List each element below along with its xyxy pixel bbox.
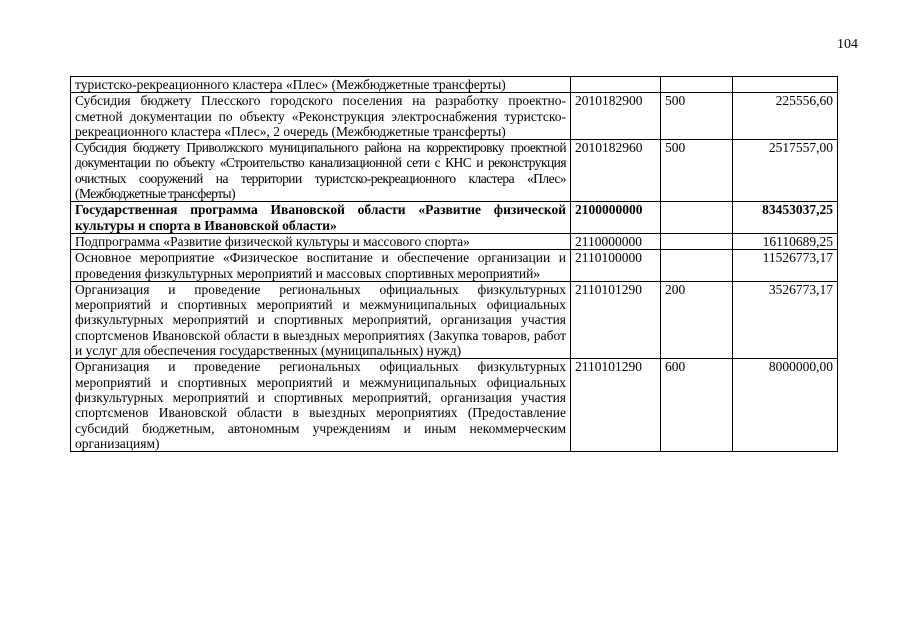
table-row: [71, 77, 838, 93]
row-code: 2110000000: [571, 233, 661, 249]
row-expense-type: [661, 77, 733, 93]
row-name: Субсидия бюджету Приволжского муниципального района на корректировку проектной документации по объекту «Строительство канализационной сети с КНС и реконструкция очистных сооружений на территории туристско-рекреационного кластера «Плес» (Межбюджетные трансферты): [71, 140, 571, 202]
row-sum: 3526773,17: [733, 281, 838, 358]
table-row: [71, 140, 838, 202]
row-expense-type: [661, 202, 733, 234]
row-code: [571, 77, 661, 93]
row-code: 2010182960: [571, 140, 661, 202]
row-expense-type: 500: [661, 93, 733, 140]
row-sum: 2517557,00: [733, 140, 838, 202]
row-name: Подпрограмма «Развитие физической культуры и массового спорта»: [71, 233, 571, 249]
row-name: Основное мероприятие «Физическое воспитание и обеспечение организации и проведения физкультурных мероприятий и массовых спортивных мероприятий»: [71, 250, 571, 282]
row-expense-type: 200: [661, 281, 733, 358]
row-name: туристско-рекреационного кластера «Плес» (Межбюджетные трансферты): [71, 77, 571, 93]
row-expense-type: 500: [661, 140, 733, 202]
budget-table: [70, 76, 838, 452]
row-code: 2010182900: [571, 93, 661, 140]
row-sum: 83453037,25: [733, 202, 838, 234]
row-code: 2110101290: [571, 359, 661, 452]
table-row: [71, 233, 838, 249]
row-sum: 8000000,00: [733, 359, 838, 452]
row-expense-type: [661, 250, 733, 282]
row-code: 2110100000: [571, 250, 661, 282]
row-sum: 16110689,25: [733, 233, 838, 249]
row-name: Организация и проведение региональных официальных физкультурных мероприятий и спортивных мероприятий и межмуниципальных официальных физкультурных мероприятий и спортивных мероприятий, организация участия спортсменов Ивановской области в выездных мероприятиях (Предоставление субсидий бюджетным, автономным учреждениям и иным некоммерческим организациям): [71, 359, 571, 452]
row-name: Субсидия бюджету Плесского городского поселения на разработку проектно-сметной документации по объекту «Реконструкция электроснабжения туристско-рекреационного кластера «Плес», 2 очередь (Межбюджетные трансферты): [71, 93, 571, 140]
row-name: Организация и проведение региональных официальных физкультурных мероприятий и спортивных мероприятий и межмуниципальных официальных физкультурных мероприятий и спортивных мероприятий, организация участия спортсменов Ивановской области в выездных мероприятиях (Закупка товаров, работ и услуг для обеспечения государственных (муниципальных) нужд): [71, 281, 571, 358]
row-sum: 225556,60: [733, 93, 838, 140]
table-row: [71, 359, 838, 452]
row-expense-type: 600: [661, 359, 733, 452]
row-sum: 11526773,17: [733, 250, 838, 282]
row-code: 2100000000: [571, 202, 661, 234]
row-sum: [733, 77, 838, 93]
page-number: 104: [837, 37, 858, 52]
table-row: [71, 250, 838, 282]
table-row: [71, 93, 838, 140]
row-expense-type: [661, 233, 733, 249]
row-code: 2110101290: [571, 281, 661, 358]
table-row: [71, 281, 838, 358]
table-row: [71, 202, 838, 234]
row-name: Государственная программа Ивановской области «Развитие физической культуры и спорта в Ивановской области»: [71, 202, 571, 234]
